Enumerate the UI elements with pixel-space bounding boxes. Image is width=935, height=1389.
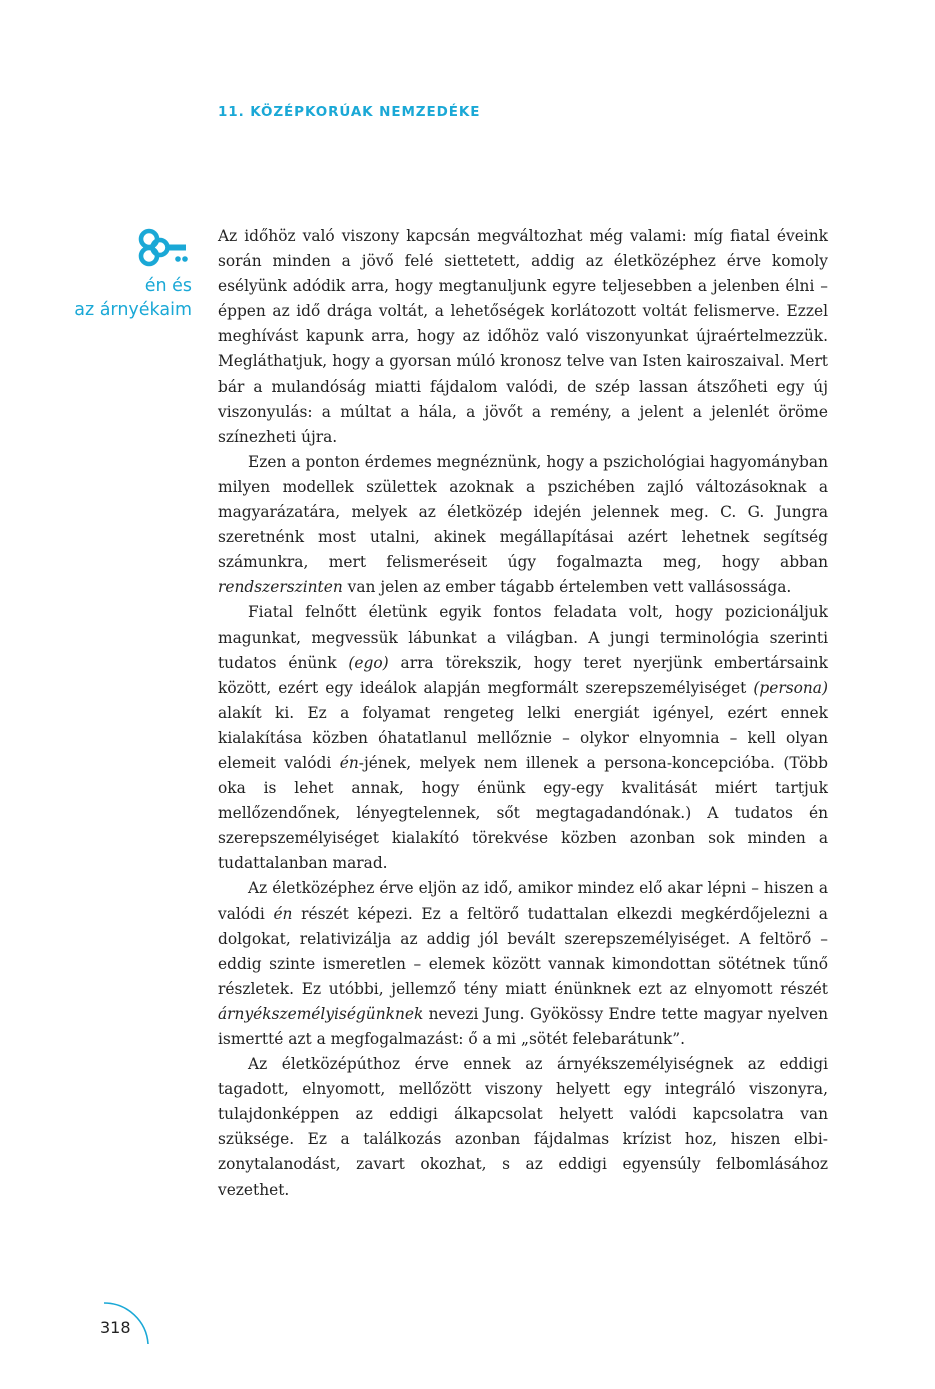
paragraph-2: Ezen a ponton érdemes megnéznünk, hogy a pszichológiai hagyományban milyen modellek születtek azoknak a pszichében zajló változásoknak a magyarázatára, melyek az életközép idején jelennek meg. C. G. Jungra szeretnénk most utalni, akinek megállapításai azért lehetnek segítség számunkra, mert felismeréseit úgy fogalmazta meg, hogy abban rendszerszinten van jelen az ember tágabb értelemben vett vallásossága.: [218, 452, 828, 597]
paragraph-4: Az életközéphez érve eljön az idő, amikor mindez elő akar lépni – hiszen a valódi én részét képezi. Ez a feltörő tudattalan elkezdi megkérdőjelezni a dolgokat, relativizálja az addig jól bevált szerepszemélyiséget. A feltörő – eddig szinte ismeretlen – elemek között vannak kimondottan sötétnek tűnő részletek. Ez utóbbi, jellemző tény miatt énünknek ezt az elnyomott részét árnyékszemélyiségünknek nevezi Jung. Gyökössy Endre tette magyar nyelven ismertté azt a megfogalmazást: ő a mi „sötét felebarátunk”.: [218, 879, 828, 1048]
paragraph-3: Fiatal felnőtt életünk egyik fontos feladata volt, hogy pozicionáljuk magunkat, megvessük lábunkat a világban. A jungi terminológia szerinti tudatos énünk (ego) arra törekszik, hogy teret nyerjünk embertársaink között, ezért egy ideálok alapján megformált szerepszemélyiséget (persona) alakít ki. Ez a folyamat rengeteg lelki energiát igényel, ezért ennek kialakítása közben óhatatlanul mellőznie – olykor elnyomnia – kell olyan elemeit valódi én-jének, melyek nem illenek a persona-koncepcióba. (Több oka is lehet annak, hogy énünk egy-egy kvalitását miért tartjuk mellőzendőnek, lényegtelennek, sőt megtagadandónak.) A tudatos én szerepszemélyiséget kialakító törekvése közben azonban sok minden a tudattalanban marad.: [218, 603, 828, 873]
paragraph-1: Az időhöz való viszony kapcsán megváltozhat még valami: míg fiatal éveink során minden a jövő felé siettetett, addig az életközéphez érve komoly esélyünk adódik arra, hogy megtanuljunk egyre teljesebben a jelenben élni – éppen az idő drága voltát, a lehetőségek korlátozott voltát felismerve. Ezzel meghívást kapunk arra, hogy az időhöz való viszonyunkat újraértelmezzük. Megláthatjuk, hogy a gyorsan múló kronosz telve van Isten kairoszaival. Mert bár a mulandóság miatti fájdalom valódi, de szép lassan átszőheti egy új viszonyulás: a múltat a hála, a jövőt a remény, a jelent a jelenlét öröme színezheti újra.: [218, 227, 828, 446]
side-label-line2: az árnyékaim: [74, 300, 192, 320]
side-label: [40, 274, 192, 322]
body-text: [218, 224, 828, 1203]
side-label-line1: én és: [144, 276, 192, 296]
page-number: 318: [100, 1318, 131, 1337]
key-icon: [138, 228, 190, 268]
paragraph-5: Az életközépúthoz érve ennek az árnyékszemélyiségnek az eddigi tagadott, elnyomott, mellőzött viszony helyett egy integráló viszonyra, tulajdonképpen az eddigi álkapcsolat helyett valódi kapcsolatra van szüksége. Ez a találkozás azonban fájdalmas krízist hoz, hiszen elbizonytalanodást, zavart okozhat, s az eddigi egyensúly felbomlásához vezethet.: [218, 1055, 828, 1199]
side-note: [40, 228, 192, 322]
running-title: 11. KÖZÉPKORÚAK NEMZEDÉKE: [218, 104, 481, 120]
